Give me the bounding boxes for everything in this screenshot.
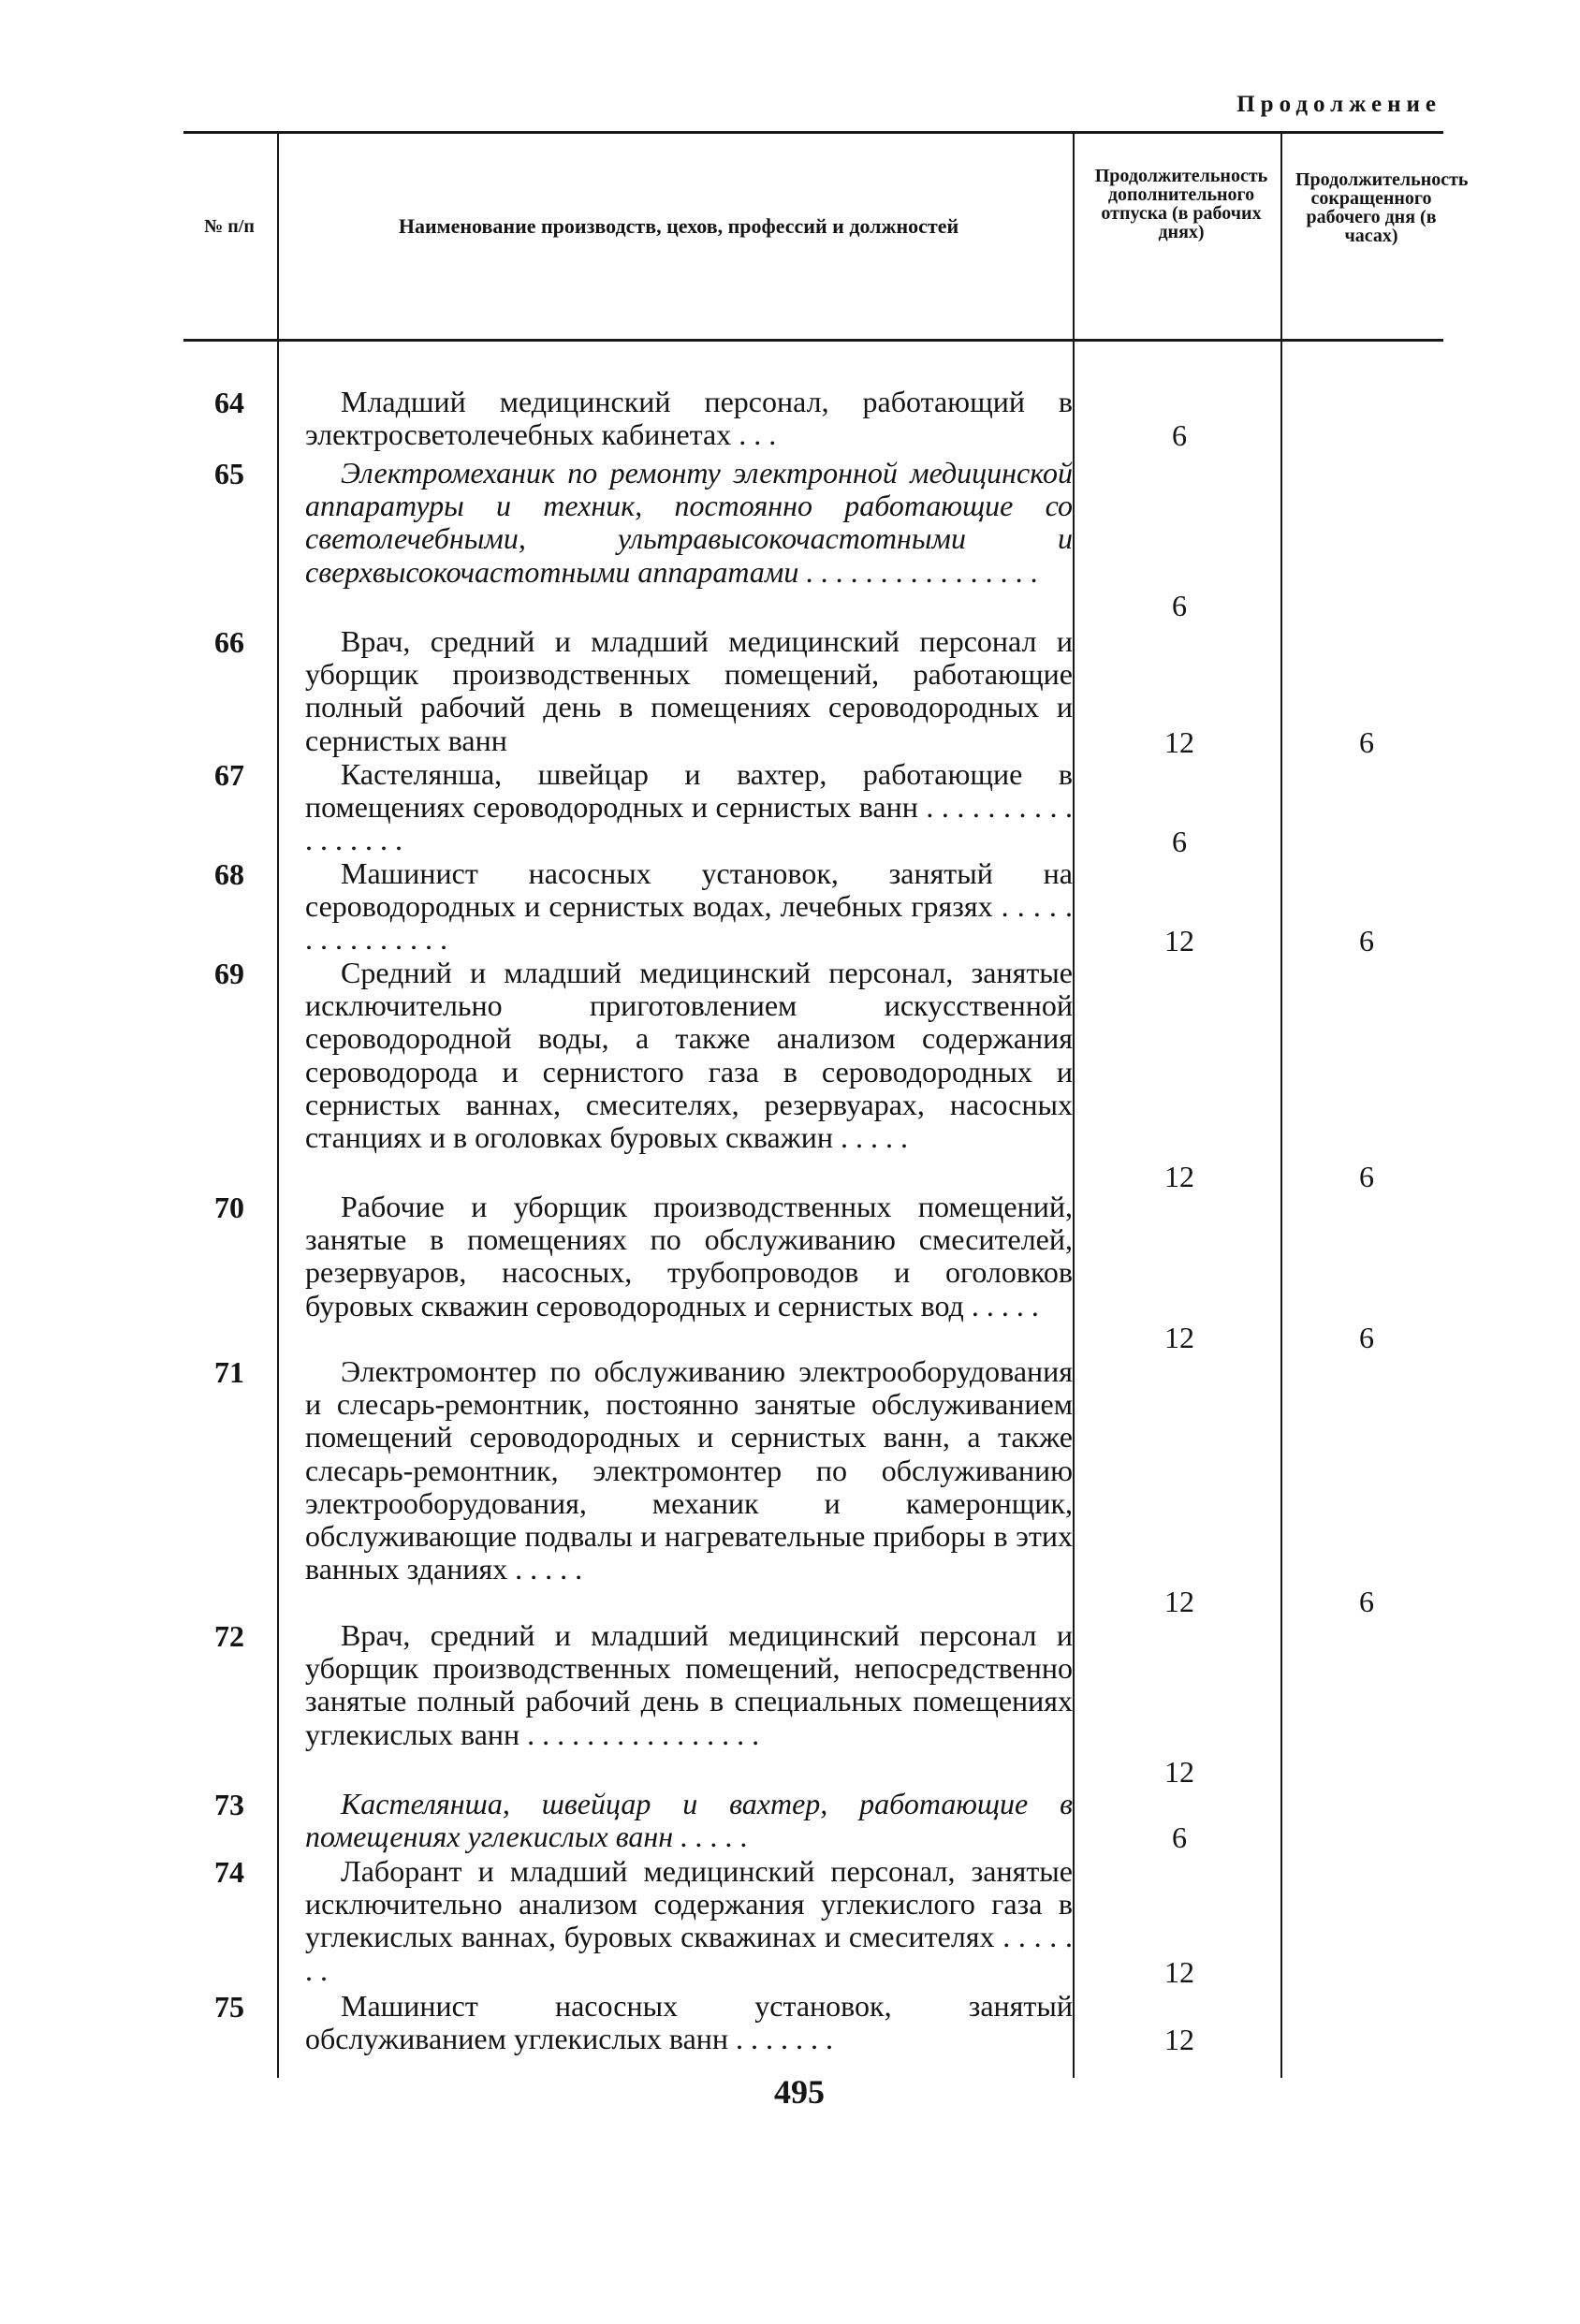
row-vacation: 6 [1172, 589, 1187, 622]
page-number: 495 [774, 2073, 825, 2111]
header-bottom-rule [183, 339, 1443, 342]
row-text: Электромонтер по обслуживанию электрооборудования и слесарь-ремонтник, постоянно занятые обслуживанием помещений сероводородных и сернистых ванн, а также слесарь-ремонтник, электромонтер по обслуживанию электрооборудования, механик и камеронщик, обслуживающие подвалы и нагревательные приборы в этих ванных зданиях . . . . . [305, 1354, 1073, 1586]
row-vacation: 12 [1164, 1321, 1194, 1354]
row-number: 70 [214, 1191, 244, 1224]
row-text: Кастелянша, швейцар и вахтер, работающие в помещениях углекислых ванн . . . . . [305, 1787, 1073, 1854]
row-number: 72 [214, 1619, 244, 1653]
row-text: Рабочие и уборщик производственных помещений, занятые в помещениях по обслуживанию смесителей, резервуаров, насосных, трубопроводов и оголовков буровых скважин сероводородных и сернистых вод . . . . . [305, 1190, 1073, 1323]
row-short-day: 6 [1359, 725, 1374, 759]
row-vacation: 6 [1172, 1820, 1187, 1854]
row-vacation: 12 [1164, 924, 1194, 957]
row-vacation: 12 [1164, 725, 1194, 759]
row-vacation: 12 [1164, 2023, 1194, 2056]
row-short-day: 6 [1359, 1321, 1374, 1354]
row-text: Кастелянша, швейцар и вахтер, работающие в помещениях сероводородных и сернистых ванн . . . . . . . . . . . . . . . . . [305, 757, 1073, 857]
column-divider-1 [277, 131, 279, 2078]
row-text: Младший медицинский персонал, работающий в электросветолечебных кабинетах . . . [305, 385, 1073, 452]
table-top-rule [183, 131, 1443, 134]
row-text: Машинист насосных установок, занятый на сероводородных и сернистых водах, лечебных грязях . . . . . . . . . . . . . . . [305, 856, 1073, 957]
row-short-day: 6 [1359, 924, 1374, 957]
row-number: 73 [214, 1788, 244, 1821]
row-vacation: 12 [1164, 1755, 1194, 1789]
row-vacation: 12 [1164, 1585, 1194, 1618]
row-vacation: 12 [1164, 1160, 1194, 1193]
row-number: 66 [214, 625, 244, 659]
column-divider-2 [1073, 131, 1075, 2078]
row-short-day: 6 [1359, 1160, 1374, 1193]
column-divider-3 [1280, 131, 1282, 2078]
row-number: 69 [214, 957, 244, 990]
row-text: Машинист насосных установок, занятый обслуживанием углекислых ванн . . . . . . . [305, 1989, 1073, 2056]
continuation-label: Продолжение [1236, 92, 1441, 117]
header-short-day: Продолжительность сокращенного рабочего дня (в часах) [1295, 169, 1469, 246]
row-number: 65 [214, 457, 244, 490]
row-number: 75 [214, 1990, 244, 2024]
row-number: 67 [214, 758, 244, 792]
row-vacation: 6 [1172, 418, 1187, 452]
row-text: Электромеханик по ремонту электронной медицинской аппаратуры и техник, постоянно работающие со светолечебными, ультравысокочастотными и сверхвысокочастотными аппаратами . . . . . . . . . . . . . . . . [305, 456, 1073, 589]
row-number: 71 [214, 1355, 244, 1389]
header-number: № п/п [204, 216, 255, 237]
header-vacation: Продолжительность дополнительного отпуска (в рабочих днях) [1094, 166, 1268, 242]
row-text: Средний и младший медицинский персонал, занятые исключительно приготовлением искусственной сероводородной воды, а также анализом содержания сероводорода и сернистого газа в сероводородных и сернистых ваннах, смесителях, резервуарах, насосных станциях и в оголовках буровых скважин . . . . . [305, 956, 1073, 1155]
row-number: 68 [214, 857, 244, 891]
row-number: 64 [214, 386, 244, 419]
row-vacation: 12 [1164, 1955, 1194, 1989]
row-short-day: 6 [1359, 1585, 1374, 1618]
row-text: Врач, средний и младший медицинский персонал и уборщик производственных помещений, непосредственно занятые полный рабочий день в специальных помещениях углекислых ванн . . . . . . . . . . . . . . . . [305, 1618, 1073, 1751]
header-name: Наименование производств, цехов, профессий и должностей [398, 214, 959, 238]
row-vacation: 6 [1172, 825, 1187, 858]
row-number: 74 [214, 1855, 244, 1889]
row-text: Лаборант и младший медицинский персонал, занятые исключительно анализом содержания углекислого газа в углекислых ваннах, буровых скважинах и смесителях . . . . . . . [305, 1854, 1073, 1987]
row-text: Врач, средний и младший медицинский персонал и уборщик производственных помещений, работающие полный рабочий день в помещениях сероводородных и сернистых ванн [305, 624, 1073, 757]
